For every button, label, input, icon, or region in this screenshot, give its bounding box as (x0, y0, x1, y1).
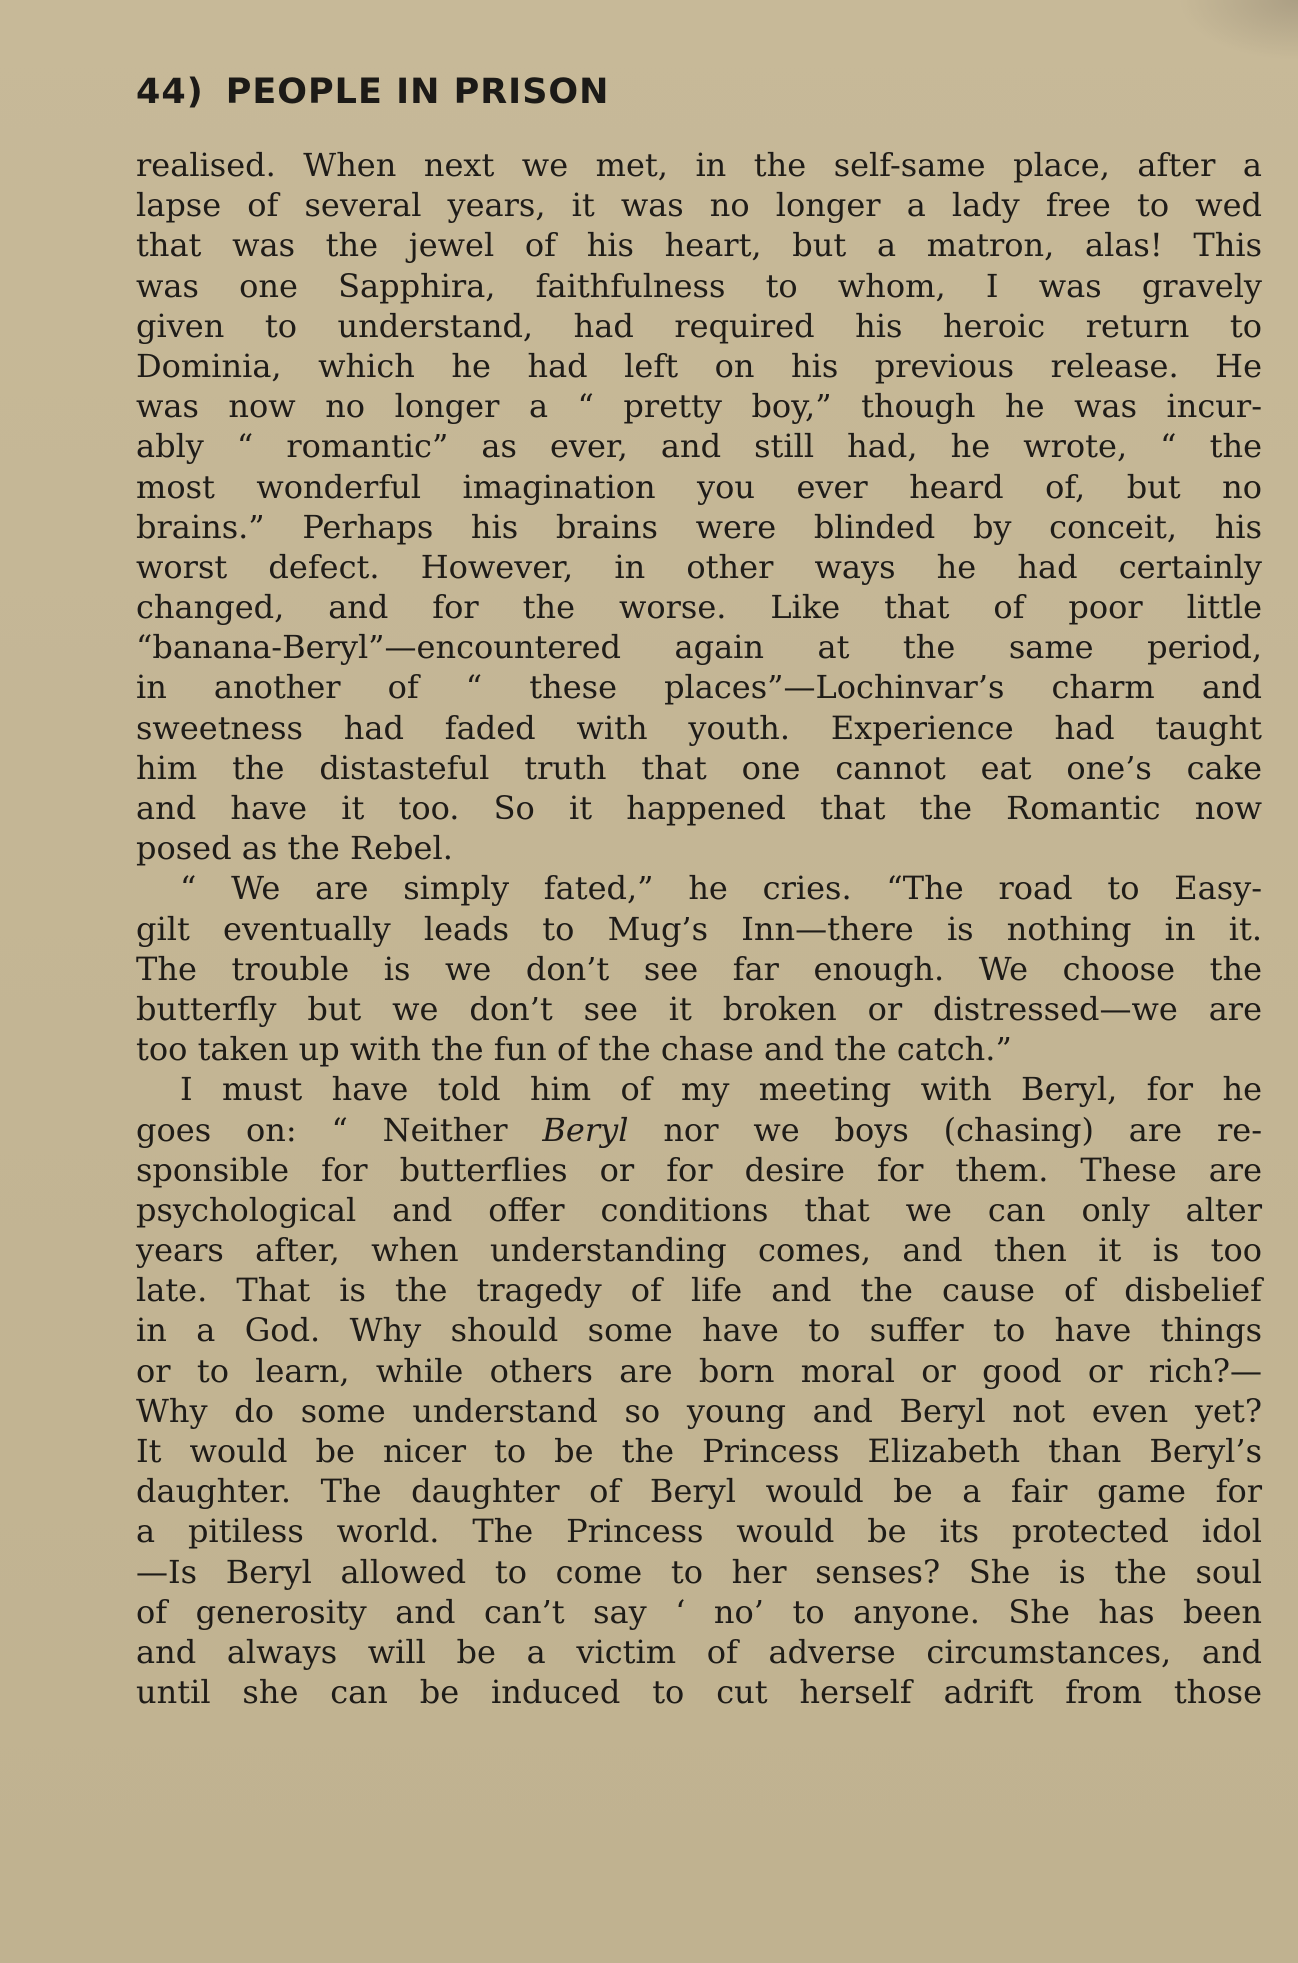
text-line: brains.” Perhaps his brains were blinded by conceit, his (136, 507, 1262, 546)
text-line: psychological and offer conditions that we can only alter (136, 1190, 1262, 1229)
text-line: until she can be induced to cut herself adrift from those (136, 1673, 1262, 1712)
text-line: Dominia, which he had left on his previous release. He (136, 346, 1262, 385)
text-line: I must have told him of my meeting with Beryl, for he (180, 1070, 1262, 1109)
text-line: It would be nicer to be the Princess Elizabeth than Beryl’s (136, 1432, 1262, 1470)
text-line: that was the jewel of his heart, but a matron, alas! This (136, 226, 1262, 265)
text-line: most wonderful imagination you ever heard of, but no (136, 467, 1262, 506)
text-line: gilt eventually leads to Mug’s Inn—there is nothing in it. (136, 909, 1262, 948)
text-line: or to learn, while others are born moral or good or rich?— (136, 1351, 1262, 1390)
text-line: “ We are simply fated,” he cries. “The road to Easy- (180, 869, 1262, 908)
text-line: sweetness had faded with youth. Experience had taught (136, 708, 1262, 747)
running-header (136, 72, 609, 112)
text-line: goes on: “ Neither Beryl nor we boys (chasing) are re- (136, 1110, 1263, 1149)
italic-word: Beryl (542, 1110, 629, 1149)
text-line: and have it too. So it happened that the Romantic now (136, 789, 1262, 827)
text-line: lapse of several years, it was no longer a lady free to wed (136, 186, 1262, 225)
text-line: was now no longer a “ pretty boy,” though he was incur- (136, 387, 1262, 426)
text-line: was one Sapphira, faithfulness to whom, I was gravely (136, 266, 1262, 305)
text-line: sponsible for butterflies or for desire for them. These are (136, 1150, 1262, 1189)
text-line: Why do some understand so young and Beryl not even yet? (136, 1391, 1262, 1430)
page-corner-shadow (1178, 0, 1298, 60)
text-line: in a God. Why should some have to suffer to have things (136, 1311, 1262, 1350)
text-line: too taken up with the fun of the chase and the catch.” (136, 1030, 1012, 1069)
text-line: him the distasteful truth that one cannot eat one’s cake (136, 748, 1262, 787)
text-line: and always will be a victim of adverse circumstances, and (136, 1632, 1262, 1671)
text-line: changed, and for the worse. Like that of poor little (136, 588, 1262, 627)
text-line: “banana-Beryl”—encountered again at the same period, (136, 628, 1262, 667)
text-line: realised. When next we met, in the self-same place, after a (136, 146, 1262, 184)
page-number: 44) (136, 72, 204, 112)
text-line: of generosity and can’t say ‘ no’ to anyone. She has been (136, 1592, 1262, 1631)
text-line: a pitiless world. The Princess would be its protected idol (136, 1512, 1262, 1551)
text-line: years after, when understanding comes, and then it is too (136, 1231, 1262, 1270)
text-line: late. That is the tragedy of life and the cause of disbelief (136, 1271, 1262, 1310)
text-line: given to understand, had required his heroic return to (136, 306, 1262, 345)
body-text (136, 145, 1262, 1712)
text-line: The trouble is we don’t see far enough. We choose the (136, 949, 1262, 988)
text-line: in another of “ these places”—Lochinvar’s charm and (136, 668, 1262, 707)
text-line: ably “ romantic” as ever, and still had, he wrote, “ the (136, 427, 1262, 466)
running-title: PEOPLE IN PRISON (225, 72, 610, 112)
text-line: daughter. The daughter of Beryl would be a fair game for (136, 1472, 1262, 1511)
text-line: —Is Beryl allowed to come to her senses? She is the soul (136, 1552, 1262, 1591)
text-line: butterfly but we don’t see it broken or distressed—we are (136, 989, 1262, 1028)
text-line: posed as the Rebel. (136, 829, 453, 868)
text-line: worst defect. However, in other ways he had certainly (136, 547, 1262, 586)
